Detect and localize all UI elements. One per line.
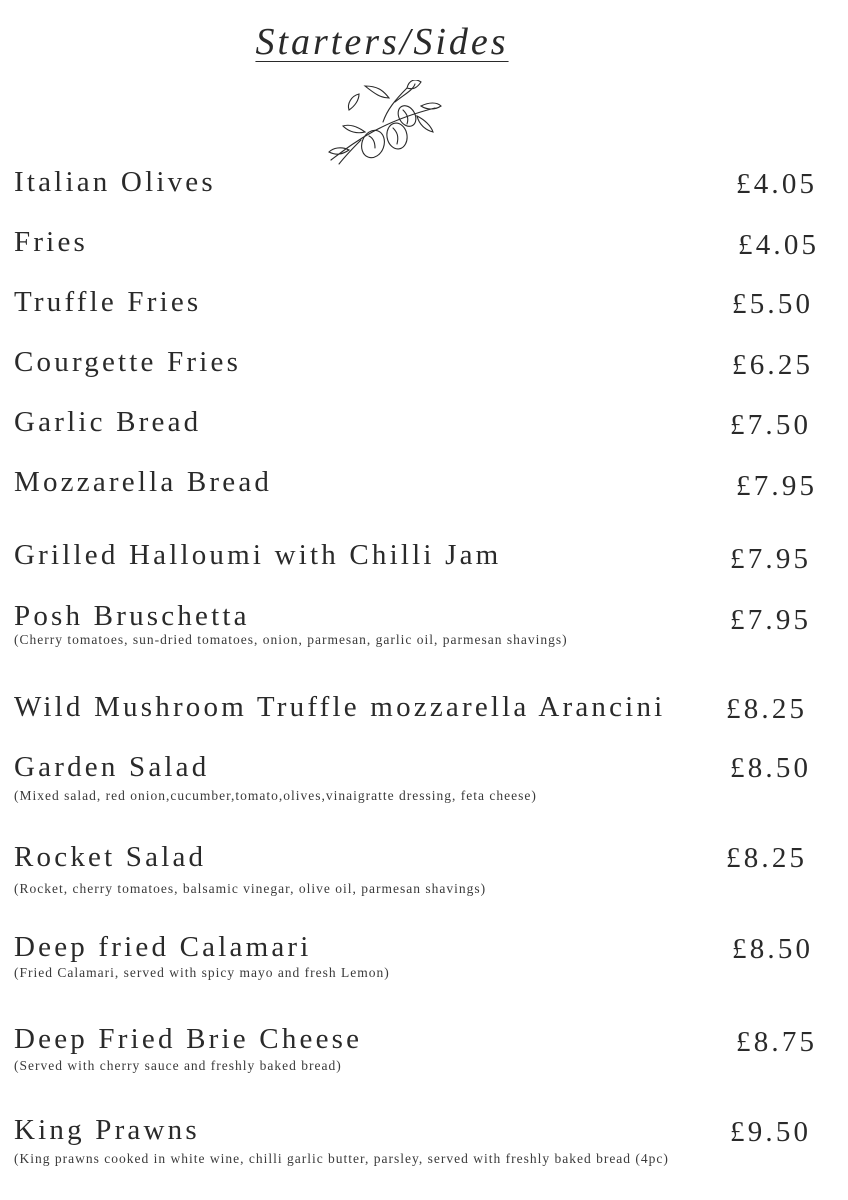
item-description: (Served with cherry sauce and freshly baked bread) xyxy=(14,1058,342,1073)
item-description: (Cherry tomatoes, sun-dried tomatoes, onion, parmesan, garlic oil, parmesan shavings) xyxy=(14,632,568,647)
item-price: £8.25 xyxy=(726,693,808,725)
item-price: £5.50 xyxy=(732,288,814,320)
page-title: Starters/Sides xyxy=(255,21,509,63)
item-name: Fries xyxy=(14,226,88,258)
item-name: Garden Salad xyxy=(14,751,210,783)
item-name: Garlic Bread xyxy=(14,406,202,438)
item-price: £6.25 xyxy=(732,349,814,381)
item-price: £7.95 xyxy=(730,543,812,575)
item-price: £8.50 xyxy=(730,752,812,784)
item-name: Grilled Halloumi with Chilli Jam xyxy=(14,539,502,571)
item-name: Italian Olives xyxy=(14,166,216,198)
item-price: £8.25 xyxy=(726,842,808,874)
item-price: £8.50 xyxy=(732,933,814,965)
item-description: (Rocket, cherry tomatoes, balsamic vinegar, olive oil, parmesan shavings) xyxy=(14,881,487,896)
item-price: £4.05 xyxy=(738,229,820,261)
item-description: (King prawns cooked in white wine, chilli garlic butter, parsley, served with freshly baked bread (4pc) xyxy=(14,1151,669,1166)
item-price: £7.50 xyxy=(730,409,812,441)
item-name: King Prawns xyxy=(14,1114,200,1146)
item-price: £7.95 xyxy=(736,470,818,502)
item-price: £4.05 xyxy=(736,168,818,200)
item-name: Courgette Fries xyxy=(14,346,242,378)
item-name: Rocket Salad xyxy=(14,841,207,873)
item-price: £8.75 xyxy=(736,1026,818,1058)
item-name: Wild Mushroom Truffle mozzarella Arancini xyxy=(14,691,666,723)
item-description: (Mixed salad, red onion,cucumber,tomato,olives,vinaigratte dressing, feta cheese) xyxy=(14,788,537,803)
item-name: Deep Fried Brie Cheese xyxy=(14,1023,363,1055)
item-name: Deep fried Calamari xyxy=(14,931,312,963)
item-name: Posh Bruschetta xyxy=(14,600,250,632)
item-price: £7.95 xyxy=(730,604,812,636)
item-name: Mozzarella Bread xyxy=(14,466,273,498)
item-description: (Fried Calamari, served with spicy mayo and fresh Lemon) xyxy=(14,965,390,980)
olive-branch-icon xyxy=(325,80,443,168)
item-price: £9.50 xyxy=(730,1116,812,1148)
item-name: Truffle Fries xyxy=(14,286,202,318)
